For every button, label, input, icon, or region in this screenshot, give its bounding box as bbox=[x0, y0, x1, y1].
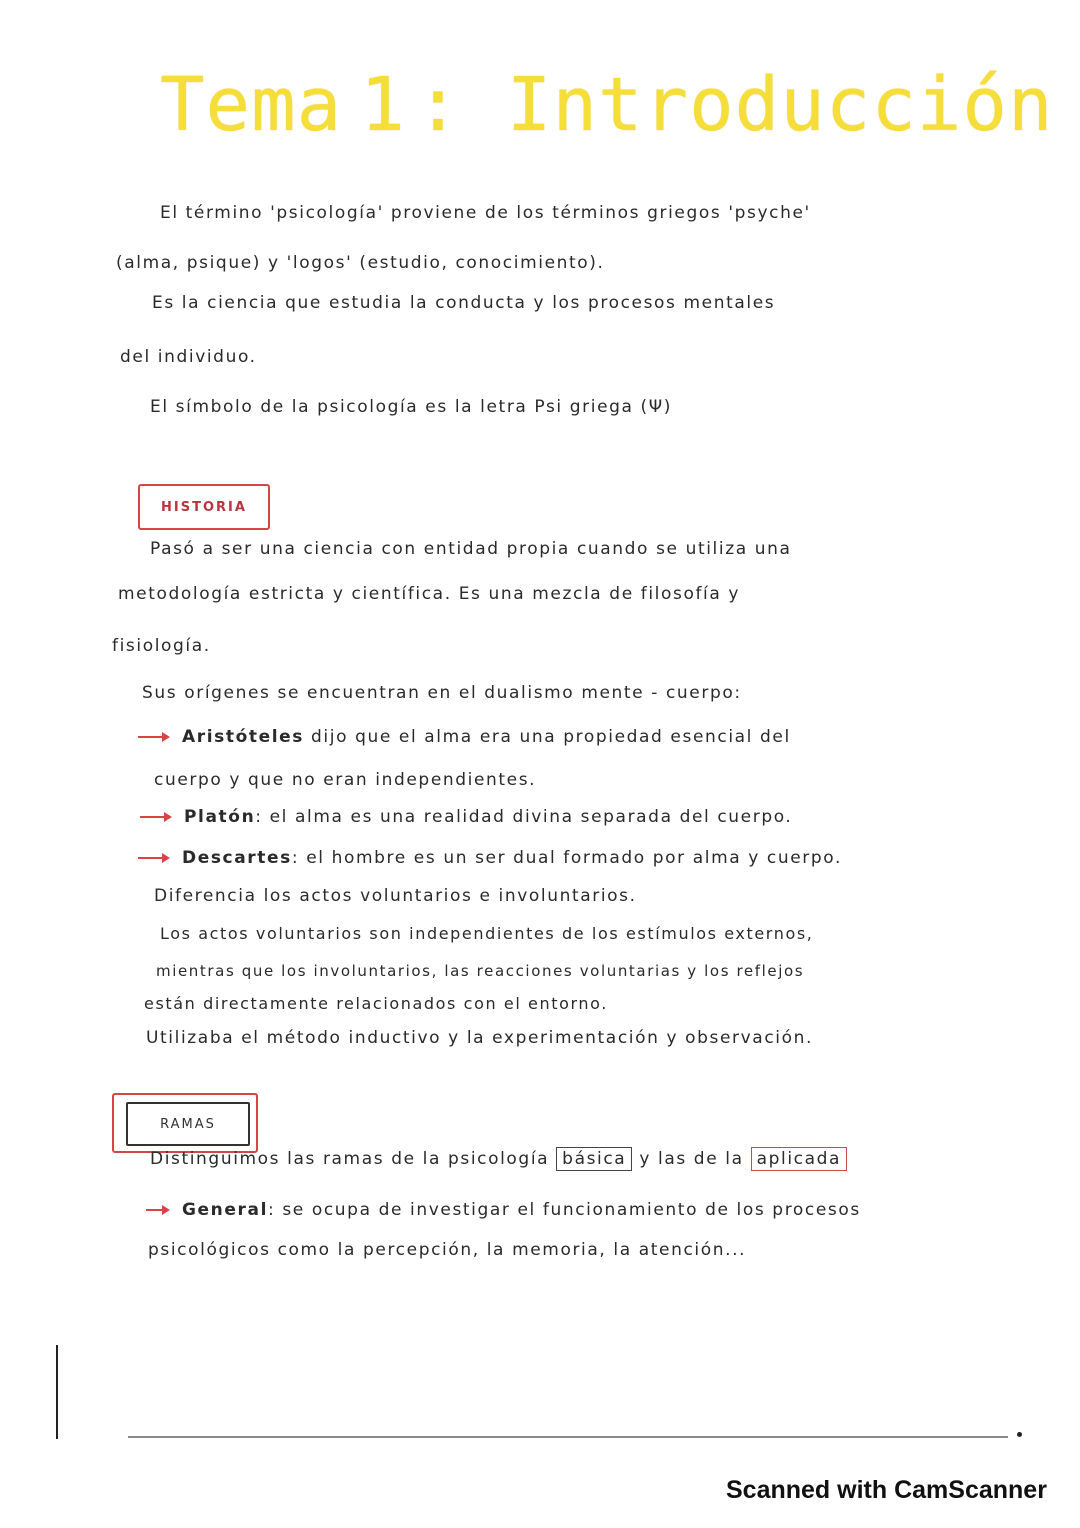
historia-more-2: Los actos voluntarios son independientes de los estímulos externos, bbox=[160, 924, 814, 943]
margin-line bbox=[56, 1345, 58, 1439]
intro-line-1: El término 'psicología' proviene de los términos griegos 'psyche' bbox=[160, 203, 811, 223]
ramas-heading bbox=[112, 1093, 258, 1153]
intro-line-5: El símbolo de la psicología es la letra Psi griega (Ψ) bbox=[150, 397, 672, 417]
historia-heading bbox=[138, 484, 270, 530]
platon-text: : el alma es una realidad divina separada del cuerpo. bbox=[255, 807, 793, 827]
ramas-intro-pre: Distinguimos las ramas de la psicología bbox=[150, 1149, 557, 1169]
list-item-aristoteles bbox=[138, 727, 791, 747]
list-item-platon bbox=[140, 807, 792, 827]
platon-name: Platón bbox=[184, 807, 256, 827]
ramas-intro-mid: y las de la bbox=[632, 1149, 751, 1169]
descartes-text: : el hombre es un ser dual formado por alma y cuerpo. bbox=[291, 848, 842, 868]
ramas-heading-text: RAMAS bbox=[160, 1116, 216, 1132]
ink-dot bbox=[1017, 1432, 1022, 1437]
historia-more-3: mientras que los involuntarios, las reacciones voluntarias y los reflejos bbox=[156, 962, 805, 980]
title-subject: Introducción bbox=[506, 62, 1054, 148]
historia-line-3: fisiología. bbox=[112, 636, 211, 656]
ramas-intro bbox=[150, 1147, 847, 1171]
historia-line-4: Sus orígenes se encuentran en el dualismo mente - cuerpo: bbox=[142, 683, 742, 703]
ramas-heading-inner bbox=[126, 1102, 250, 1146]
arrow-right-icon bbox=[140, 816, 170, 818]
descartes-name: Descartes bbox=[182, 848, 292, 868]
title-colon: : bbox=[415, 62, 462, 148]
general-text: : se ocupa de investigar el funcionamiento de los procesos bbox=[268, 1200, 861, 1220]
aristoteles-cont: cuerpo y que no eran independientes. bbox=[154, 770, 537, 790]
intro-line-2: (alma, psique) y 'logos' (estudio, conocimiento). bbox=[116, 253, 605, 273]
list-item-general bbox=[146, 1200, 861, 1220]
arrow-right-icon bbox=[138, 736, 168, 738]
camscanner-watermark: Scanned with CamScanner bbox=[726, 1476, 1047, 1504]
bottom-rule bbox=[128, 1436, 1008, 1438]
aristoteles-name: Aristóteles bbox=[182, 727, 305, 747]
page-title bbox=[160, 62, 1054, 148]
historia-more-4: están directamente relacionados con el entorno. bbox=[144, 994, 608, 1013]
general-name: General bbox=[182, 1200, 268, 1220]
historia-line-1: Pasó a ser una ciencia con entidad propia cuando se utiliza una bbox=[150, 539, 792, 559]
historia-heading-text: HISTORIA bbox=[161, 499, 247, 515]
historia-more-5: Utilizaba el método inductivo y la experimentación y observación. bbox=[146, 1028, 813, 1048]
arrow-right-icon bbox=[138, 857, 168, 859]
intro-line-3: Es la ciencia que estudia la conducta y los procesos mentales bbox=[152, 293, 776, 313]
intro-line-4: del individuo. bbox=[120, 347, 257, 367]
historia-line-2: metodología estricta y científica. Es una mezcla de filosofía y bbox=[118, 584, 741, 604]
title-word: Tema bbox=[160, 62, 343, 148]
title-number: 1 bbox=[360, 62, 406, 148]
list-item-descartes bbox=[138, 848, 842, 868]
arrow-right-icon bbox=[146, 1209, 168, 1211]
general-cont: psicológicos como la percepción, la memoria, la atención... bbox=[148, 1240, 747, 1260]
aristoteles-text: dijo que el alma era una propiedad esencial del bbox=[304, 727, 791, 747]
aplicada-box: aplicada bbox=[751, 1147, 847, 1171]
basica-box: básica bbox=[556, 1147, 632, 1171]
historia-more-1: Diferencia los actos voluntarios e involuntarios. bbox=[154, 886, 637, 906]
